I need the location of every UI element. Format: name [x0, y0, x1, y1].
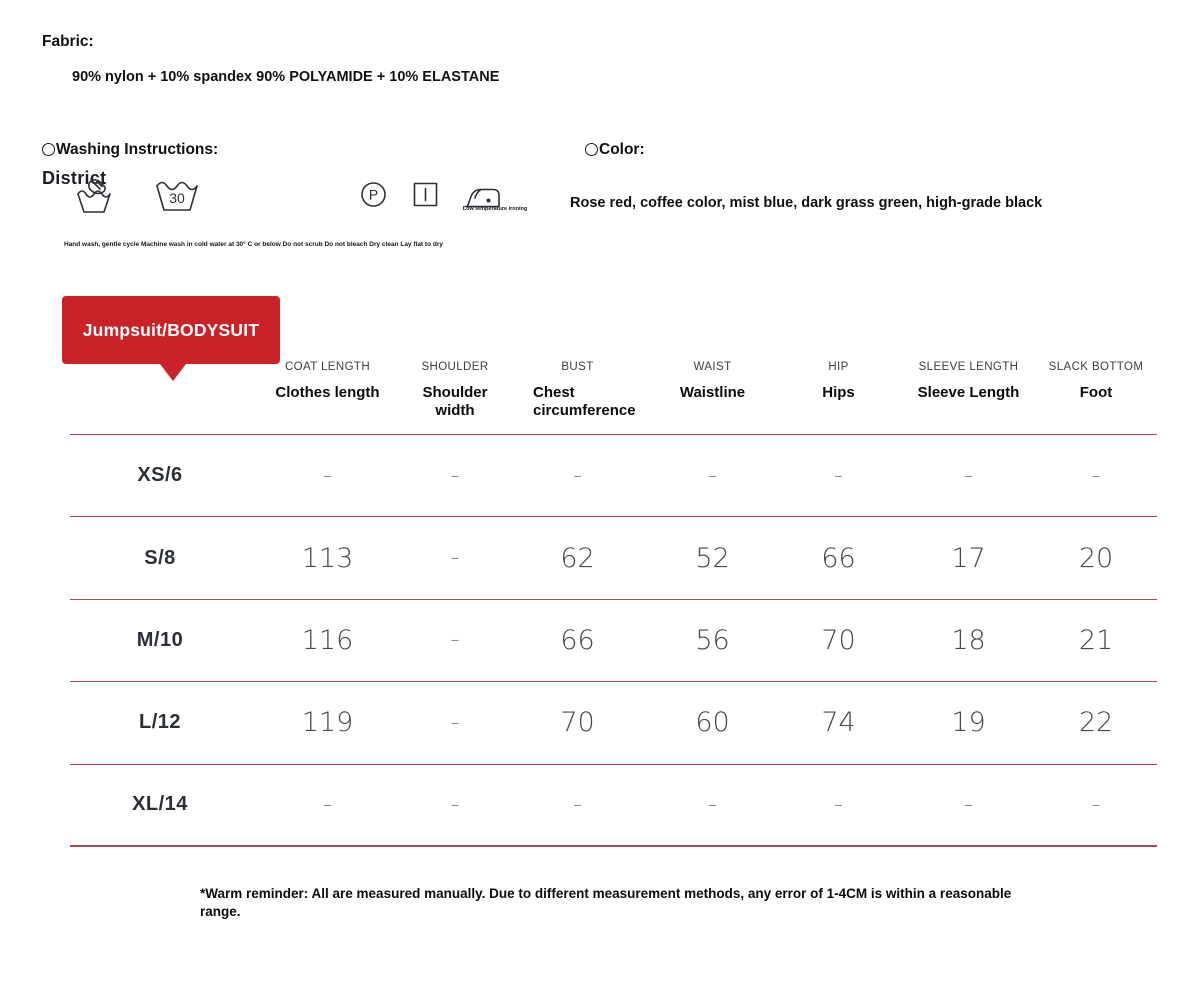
table-row — [70, 600, 1157, 682]
size-label: M/10 — [136, 628, 184, 651]
measurement-cell: – — [323, 465, 332, 486]
column-header-en: SLEEVE LENGTH — [918, 361, 1019, 373]
column-header-en: SLACK BOTTOM — [1048, 361, 1144, 373]
hand-wash-icon — [75, 176, 113, 216]
column-header-sub: Hips — [822, 384, 855, 401]
table-header-size-spacer — [70, 350, 250, 434]
category-badge-label: Jumpsuit/BODYSUIT — [82, 319, 260, 340]
measurement-cell: – — [450, 794, 460, 815]
measurement-cell: – — [573, 794, 582, 815]
fabric-heading: Fabric: — [42, 33, 94, 50]
table-row — [70, 682, 1157, 764]
measurement-cell: – — [450, 465, 460, 486]
washing-caption: Hand wash, gentle cycle Machine wash in cold water at 30° C or below Do not scrub Do not bleach Dry clean Lay flat to dry — [64, 241, 443, 248]
column-header-en: WAIST — [693, 361, 732, 373]
table-column-header — [775, 350, 902, 434]
measurement-cell: 60 — [695, 707, 730, 739]
column-header-sub: Sleeve Length — [917, 384, 1020, 401]
measurement-cell: 18 — [951, 624, 986, 656]
column-header-sub: Chest circumference — [533, 384, 636, 419]
table-column-header — [505, 350, 650, 434]
measurement-cell: 17 — [951, 542, 986, 574]
table-row — [70, 765, 1157, 847]
column-header-sub: Foot — [1079, 384, 1113, 401]
measurement-cell: 66 — [821, 542, 856, 574]
bullet-circle-icon — [42, 143, 55, 156]
machine-wash-30-icon — [154, 174, 200, 214]
svg-text:30: 30 — [169, 190, 185, 206]
dry-clean-p-icon — [360, 181, 387, 208]
measurement-cell: 119 — [301, 707, 354, 739]
measurement-cell: 70 — [821, 624, 856, 656]
measurement-cell: – — [450, 630, 460, 651]
table-column-header — [250, 350, 405, 434]
measurement-cell: – — [834, 794, 843, 815]
washing-instructions-heading: Washing Instructions: — [42, 141, 218, 159]
size-chart-table — [70, 350, 1157, 847]
iron-caption: Low temperature ironing — [462, 206, 528, 212]
fabric-composition: 90% nylon + 10% spandex 90% POLYAMIDE + 10% ELASTANE — [72, 69, 500, 85]
column-header-en: SHOULDER — [421, 361, 489, 373]
table-column-header — [650, 350, 775, 434]
measurement-cell: 116 — [301, 624, 354, 656]
table-header-row — [70, 350, 1157, 434]
measurement-cell: – — [1091, 465, 1101, 486]
size-label: L/12 — [138, 711, 182, 734]
bullet-circle-icon — [585, 143, 598, 156]
washing-icons-row — [42, 168, 562, 228]
measurement-cell: 62 — [560, 542, 595, 574]
district-label: District — [42, 168, 107, 188]
column-header-sub: Clothes length — [275, 384, 380, 401]
column-header-en: BUST — [561, 361, 594, 373]
measurement-cell: – — [450, 712, 460, 733]
column-header-en: COAT LENGTH — [284, 361, 371, 373]
flat-dry-icon — [412, 181, 439, 208]
measurement-cell: – — [964, 465, 973, 486]
column-header-sub: Waistline — [679, 384, 746, 401]
measurement-cell: – — [1091, 794, 1101, 815]
measurement-cell: – — [708, 794, 717, 815]
table-column-header — [405, 350, 505, 434]
measurement-cell: 66 — [560, 624, 595, 656]
table-row — [70, 517, 1157, 599]
measurement-cell: – — [834, 465, 843, 486]
measurement-cell: 113 — [301, 542, 354, 574]
color-heading: Color: — [585, 141, 645, 159]
table-column-header — [902, 350, 1035, 434]
measurement-cell: – — [450, 548, 460, 569]
measurement-cell: – — [573, 465, 582, 486]
measurement-cell: – — [708, 465, 717, 486]
column-header-en: HIP — [828, 361, 849, 373]
svg-text:P: P — [368, 186, 379, 203]
measurement-cell: 56 — [695, 624, 730, 656]
measurement-cell: 21 — [1078, 624, 1114, 656]
measurement-cell: 19 — [951, 707, 986, 739]
measurement-cell: – — [323, 794, 332, 815]
table-body — [70, 434, 1157, 847]
column-header-sub: Shoulder width — [422, 384, 488, 419]
measurement-cell: 70 — [560, 707, 595, 739]
measurement-cell: 20 — [1078, 542, 1114, 574]
table-column-header — [1035, 350, 1157, 434]
size-label: S/8 — [144, 546, 176, 569]
measurement-footnote: *Warm reminder: All are measured manually. Due to different measurement methods, any error of 1-4CM is within a reasonable range. — [200, 886, 1012, 919]
measurement-cell: 52 — [695, 542, 730, 574]
size-label: XL/14 — [132, 793, 188, 816]
table-row — [70, 435, 1157, 517]
measurement-cell: 74 — [821, 707, 856, 739]
color-values: Rose red, coffee color, mist blue, dark grass green, high-grade black — [570, 195, 1043, 211]
measurement-cell: – — [964, 794, 973, 815]
measurement-cell: 22 — [1078, 707, 1114, 739]
size-label: XS/6 — [137, 464, 183, 487]
